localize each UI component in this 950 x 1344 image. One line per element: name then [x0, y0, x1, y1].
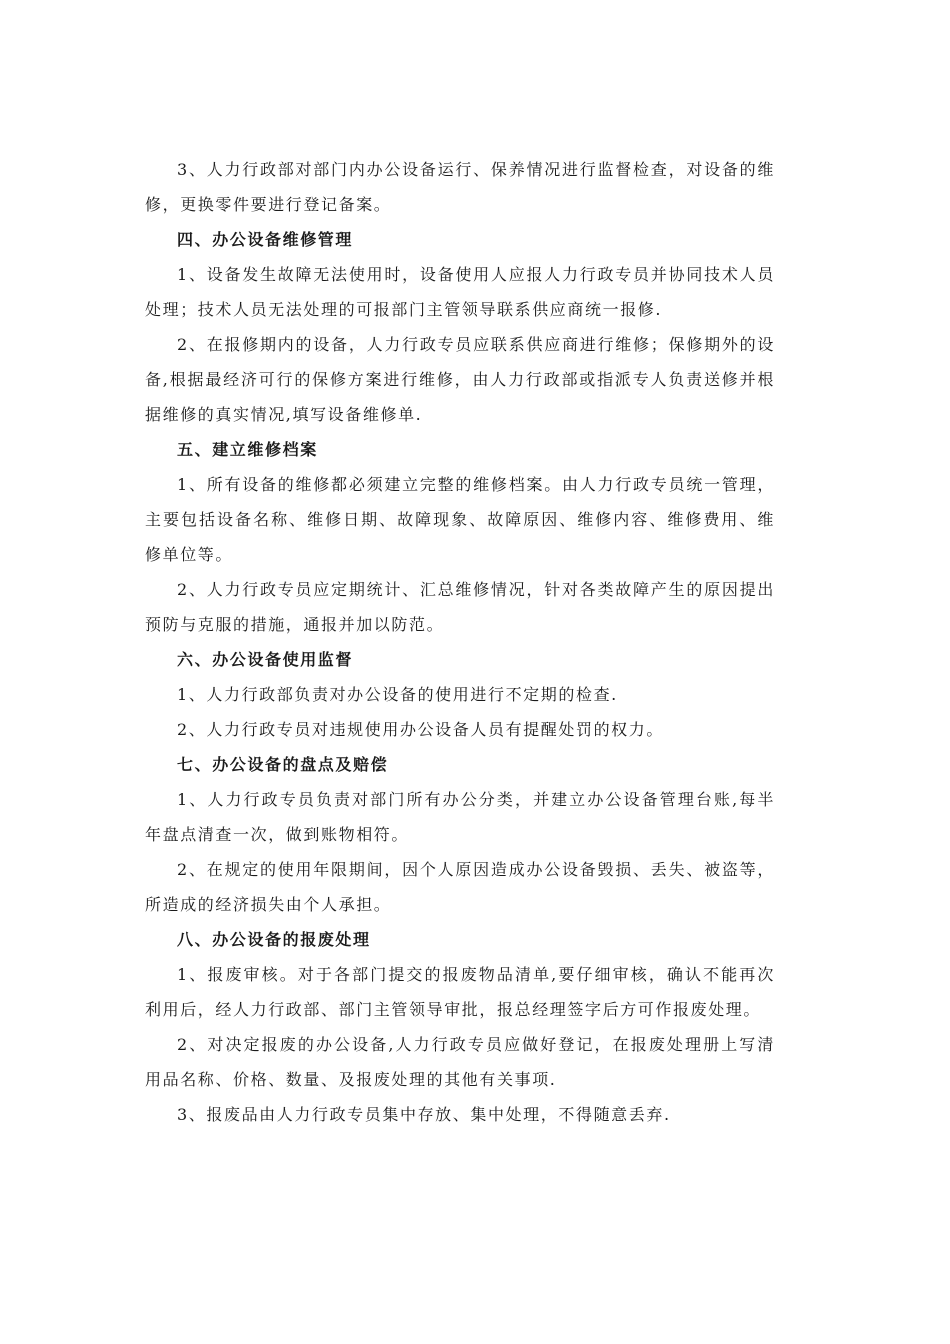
paragraph-6-1: 1、人力行政部负责对办公设备的使用进行不定期的检查.	[177, 685, 618, 704]
paragraph-8-1: 1、报废审核。对于各部门提交的报废物品清单,要仔细审核，确认不能再次利用后，经人力行政部、部门主管领导审批，报总经理签字后方可作报废处理。	[145, 965, 775, 1019]
paragraph-8-3: 3、报废品由人力行政专员集中存放、集中处理，不得随意丢弃.	[177, 1105, 671, 1124]
section-heading-7: 七、办公设备的盘点及赔偿	[177, 755, 389, 774]
paragraph-6-2: 2、人力行政专员对违规使用办公设备人员有提醒处罚的权力。	[177, 720, 664, 739]
section-heading-6: 六、办公设备使用监督	[177, 650, 354, 669]
paragraph-4-1: 1、设备发生故障无法使用时，设备使用人应报人力行政专员并协同技术人员处理；技术人员无法处理的可报部门主管领导联系供应商统一报修.	[145, 265, 775, 319]
section-heading-5: 五、建立维修档案	[177, 440, 318, 459]
document-body	[145, 152, 775, 1132]
paragraph-4-2: 2、在报修期内的设备，人力行政专员应联系供应商进行维修；保修期外的设备,根据最经济可行的保修方案进行维修，由人力行政部或指派专人负责送修并根据维修的真实情况,填写设备维修单.	[145, 335, 775, 424]
section-heading-8: 八、办公设备的报废处理	[177, 930, 371, 949]
paragraph-3-inspection: 3、人力行政部对部门内办公设备运行、保养情况进行监督检查，对设备的维修，更换零件要进行登记备案。	[145, 160, 775, 214]
paragraph-5-1: 1、所有设备的维修都必须建立完整的维修档案。由人力行政专员统一管理，主要包括设备名称、维修日期、故障现象、故障原因、维修内容、维修费用、维修单位等。	[145, 475, 775, 564]
paragraph-8-2: 2、对决定报废的办公设备,人力行政专员应做好登记，在报废处理册上写清用品名称、价格、数量、及报废处理的其他有关事项.	[145, 1035, 775, 1089]
paragraph-7-2: 2、在规定的使用年限期间，因个人原因造成办公设备毁损、丢失、被盗等，所造成的经济损失由个人承担。	[145, 860, 775, 914]
section-heading-4: 四、办公设备维修管理	[177, 230, 354, 249]
paragraph-5-2: 2、人力行政专员应定期统计、汇总维修情况，针对各类故障产生的原因提出预防与克服的措施，通报并加以防范。	[145, 580, 775, 634]
paragraph-7-1: 1、人力行政专员负责对部门所有办公分类，并建立办公设备管理台账,每半年盘点清查一次，做到账物相符。	[145, 790, 775, 844]
